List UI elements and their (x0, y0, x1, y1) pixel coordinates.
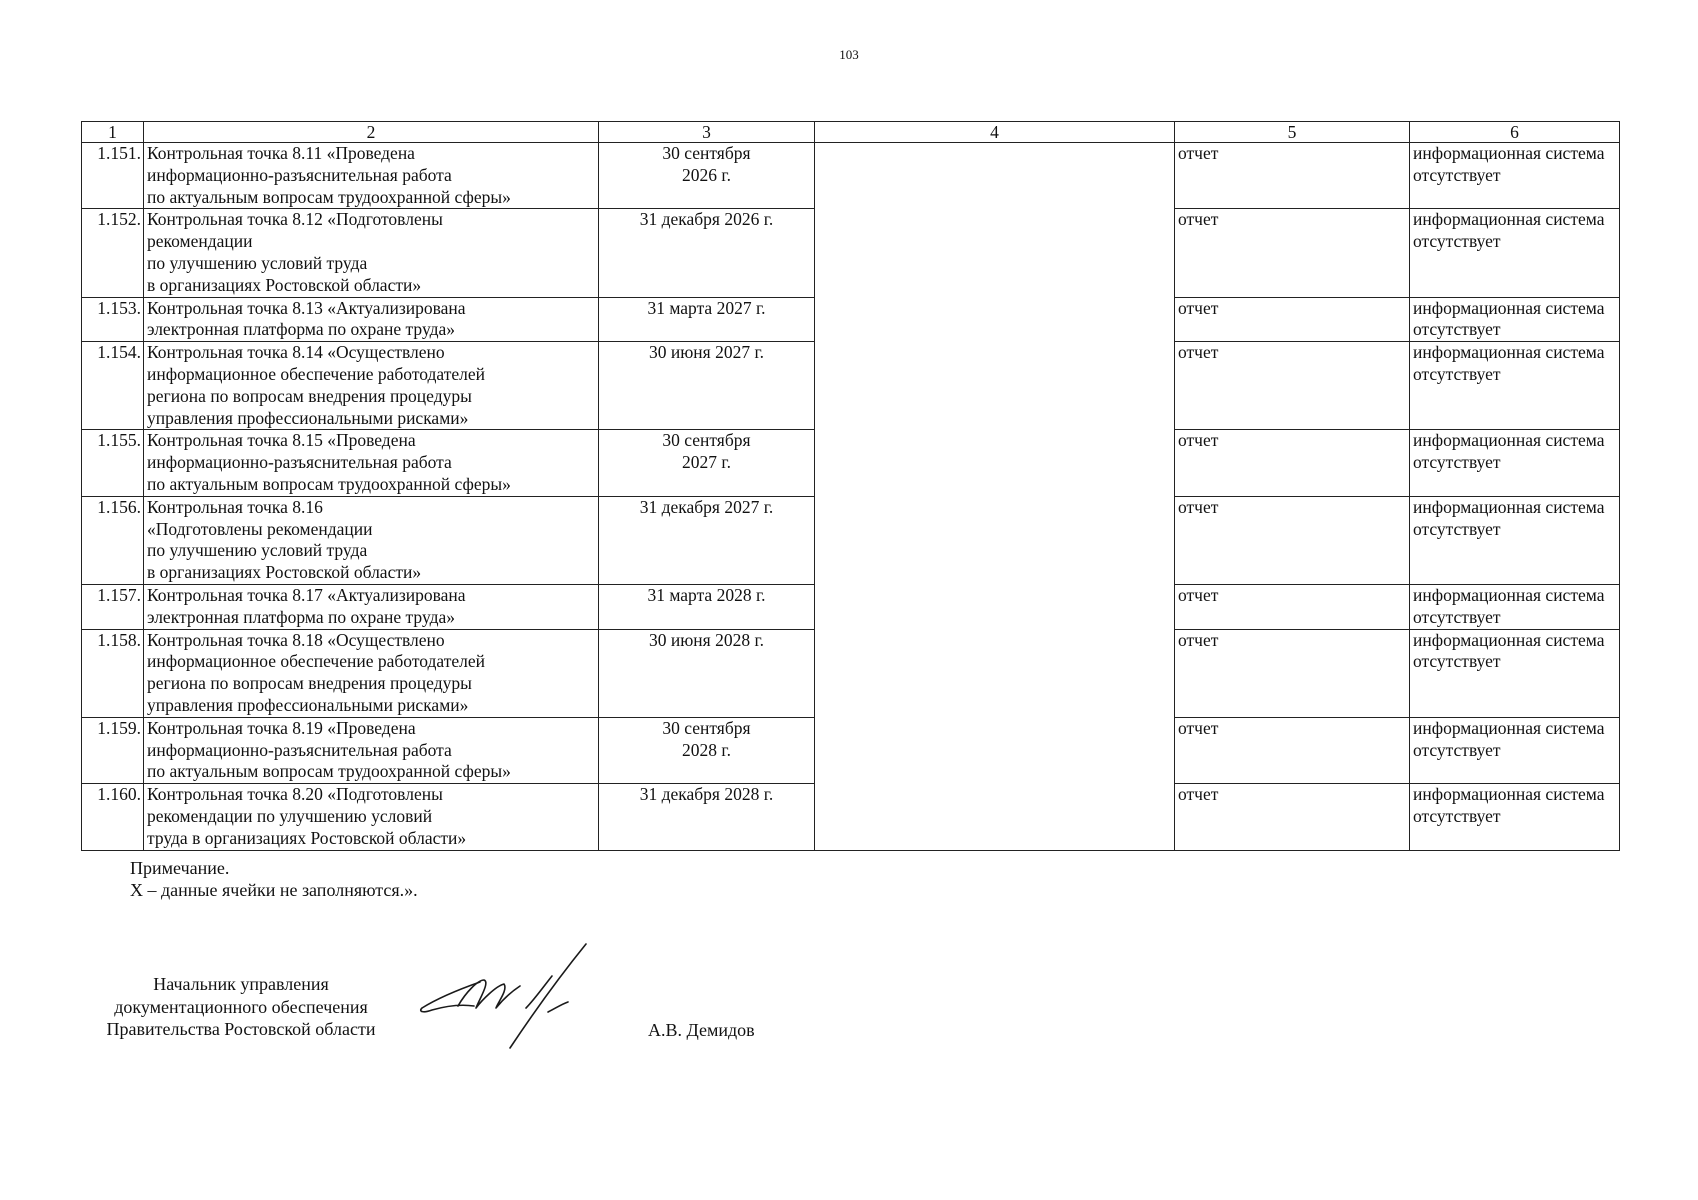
deadline-date: 31 декабря 2028 г. (599, 784, 815, 850)
control-point-description: Контрольная точка 8.14 «Осуществлено информационное обеспечение работодателей региона по вопросам внедрения процедуры управления профессиональными рисками» (144, 342, 599, 430)
column-4-cell (815, 342, 1175, 430)
row-number: 1.152. (82, 209, 144, 297)
table-row (82, 496, 1620, 584)
header-cell: 5 (1175, 122, 1410, 143)
deadline-date: 31 марта 2027 г. (599, 297, 815, 342)
row-number: 1.154. (82, 342, 144, 430)
information-system: информационная система отсутствует (1410, 342, 1620, 430)
position-line: Правительства Ростовской области (106, 1019, 376, 1039)
result-type: отчет (1175, 629, 1410, 717)
deadline-date: 30 сентября 2027 г. (599, 430, 815, 496)
row-number: 1.157. (82, 584, 144, 629)
column-4-cell (815, 784, 1175, 850)
deadline-date: 30 сентября 2026 г. (599, 143, 815, 209)
deadline-date: 30 сентября 2028 г. (599, 717, 815, 783)
information-system: информационная система отсутствует (1410, 430, 1620, 496)
table-row (82, 584, 1620, 629)
table-row (82, 629, 1620, 717)
table-row (82, 209, 1620, 297)
control-point-description: Контрольная точка 8.18 «Осуществлено информационное обеспечение работодателей региона по вопросам внедрения процедуры управления профессиональными рисками» (144, 629, 599, 717)
note-text: Х – данные ячейки не заполняются.». (130, 880, 418, 900)
result-type: отчет (1175, 143, 1410, 209)
row-number: 1.160. (82, 784, 144, 850)
control-point-description: Контрольная точка 8.16 «Подготовлены рекомендации по улучшению условий труда в организациях Ростовской области» (144, 496, 599, 584)
signer-name: А.В. Демидов (648, 1020, 755, 1040)
control-point-description: Контрольная точка 8.12 «Подготовлены рекомендации по улучшению условий труда в организациях Ростовской области» (144, 209, 599, 297)
column-4-cell (815, 209, 1175, 297)
result-type: отчет (1175, 784, 1410, 850)
table-row (82, 784, 1620, 850)
result-type: отчет (1175, 496, 1410, 584)
deadline-date: 31 декабря 2026 г. (599, 209, 815, 297)
table-row (82, 342, 1620, 430)
result-type: отчет (1175, 430, 1410, 496)
row-number: 1.155. (82, 430, 144, 496)
table-row (82, 717, 1620, 783)
control-point-description: Контрольная точка 8.19 «Проведена информационно-разъяснительная работа по актуальным вопросам трудоохранной сферы» (144, 717, 599, 783)
header-cell: 2 (144, 122, 599, 143)
deadline-date: 31 декабря 2027 г. (599, 496, 815, 584)
control-point-description: Контрольная точка 8.15 «Проведена информационно-разъяснительная работа по актуальным вопросам трудоохранной сферы» (144, 430, 599, 496)
row-number: 1.153. (82, 297, 144, 342)
signatory-position (86, 973, 396, 1041)
row-number: 1.156. (82, 496, 144, 584)
note-title: Примечание. (130, 858, 230, 878)
information-system: информационная система отсутствует (1410, 496, 1620, 584)
table-row (82, 430, 1620, 496)
deadline-date: 31 марта 2028 г. (599, 584, 815, 629)
control-point-description: Контрольная точка 8.13 «Актуализирована электронная платформа по охране труда» (144, 297, 599, 342)
column-4-cell (815, 629, 1175, 717)
control-point-description: Контрольная точка 8.17 «Актуализирована электронная платформа по охране труда» (144, 584, 599, 629)
deadline-date: 30 июня 2028 г. (599, 629, 815, 717)
deadline-date: 30 июня 2027 г. (599, 342, 815, 430)
column-4-cell (815, 297, 1175, 342)
row-number: 1.151. (82, 143, 144, 209)
control-point-description: Контрольная точка 8.11 «Проведена информационно-разъяснительная работа по актуальным вопросам трудоохранной сферы» (144, 143, 599, 209)
header-cell: 4 (815, 122, 1175, 143)
position-line: Начальник управления (153, 974, 329, 994)
result-type: отчет (1175, 717, 1410, 783)
information-system: информационная система отсутствует (1410, 297, 1620, 342)
information-system: информационная система отсутствует (1410, 717, 1620, 783)
information-system: информационная система отсутствует (1410, 209, 1620, 297)
information-system: информационная система отсутствует (1410, 143, 1620, 209)
row-number: 1.159. (82, 717, 144, 783)
result-type: отчет (1175, 209, 1410, 297)
position-line: документационного обеспечения (114, 996, 368, 1017)
header-cell: 3 (599, 122, 815, 143)
column-4-cell (815, 584, 1175, 629)
control-point-description: Контрольная точка 8.20 «Подготовлены рекомендации по улучшению условий труда в организациях Ростовской области» (144, 784, 599, 850)
column-4-cell (815, 496, 1175, 584)
column-4-cell (815, 717, 1175, 783)
column-4-cell (815, 430, 1175, 496)
page-number: 103 (839, 47, 859, 62)
table-row (82, 143, 1620, 209)
information-system: информационная система отсутствует (1410, 584, 1620, 629)
information-system: информационная система отсутствует (1410, 784, 1620, 850)
information-system: информационная система отсутствует (1410, 629, 1620, 717)
control-points-table (81, 121, 1620, 851)
handwritten-signature (418, 940, 628, 1050)
result-type: отчет (1175, 342, 1410, 430)
row-number: 1.158. (82, 629, 144, 717)
header-cell: 1 (82, 122, 144, 143)
header-cell: 6 (1410, 122, 1620, 143)
result-type: отчет (1175, 297, 1410, 342)
table-row (82, 297, 1620, 342)
column-4-cell (815, 143, 1175, 209)
result-type: отчет (1175, 584, 1410, 629)
note (130, 857, 418, 901)
table-header-row (82, 122, 1620, 143)
